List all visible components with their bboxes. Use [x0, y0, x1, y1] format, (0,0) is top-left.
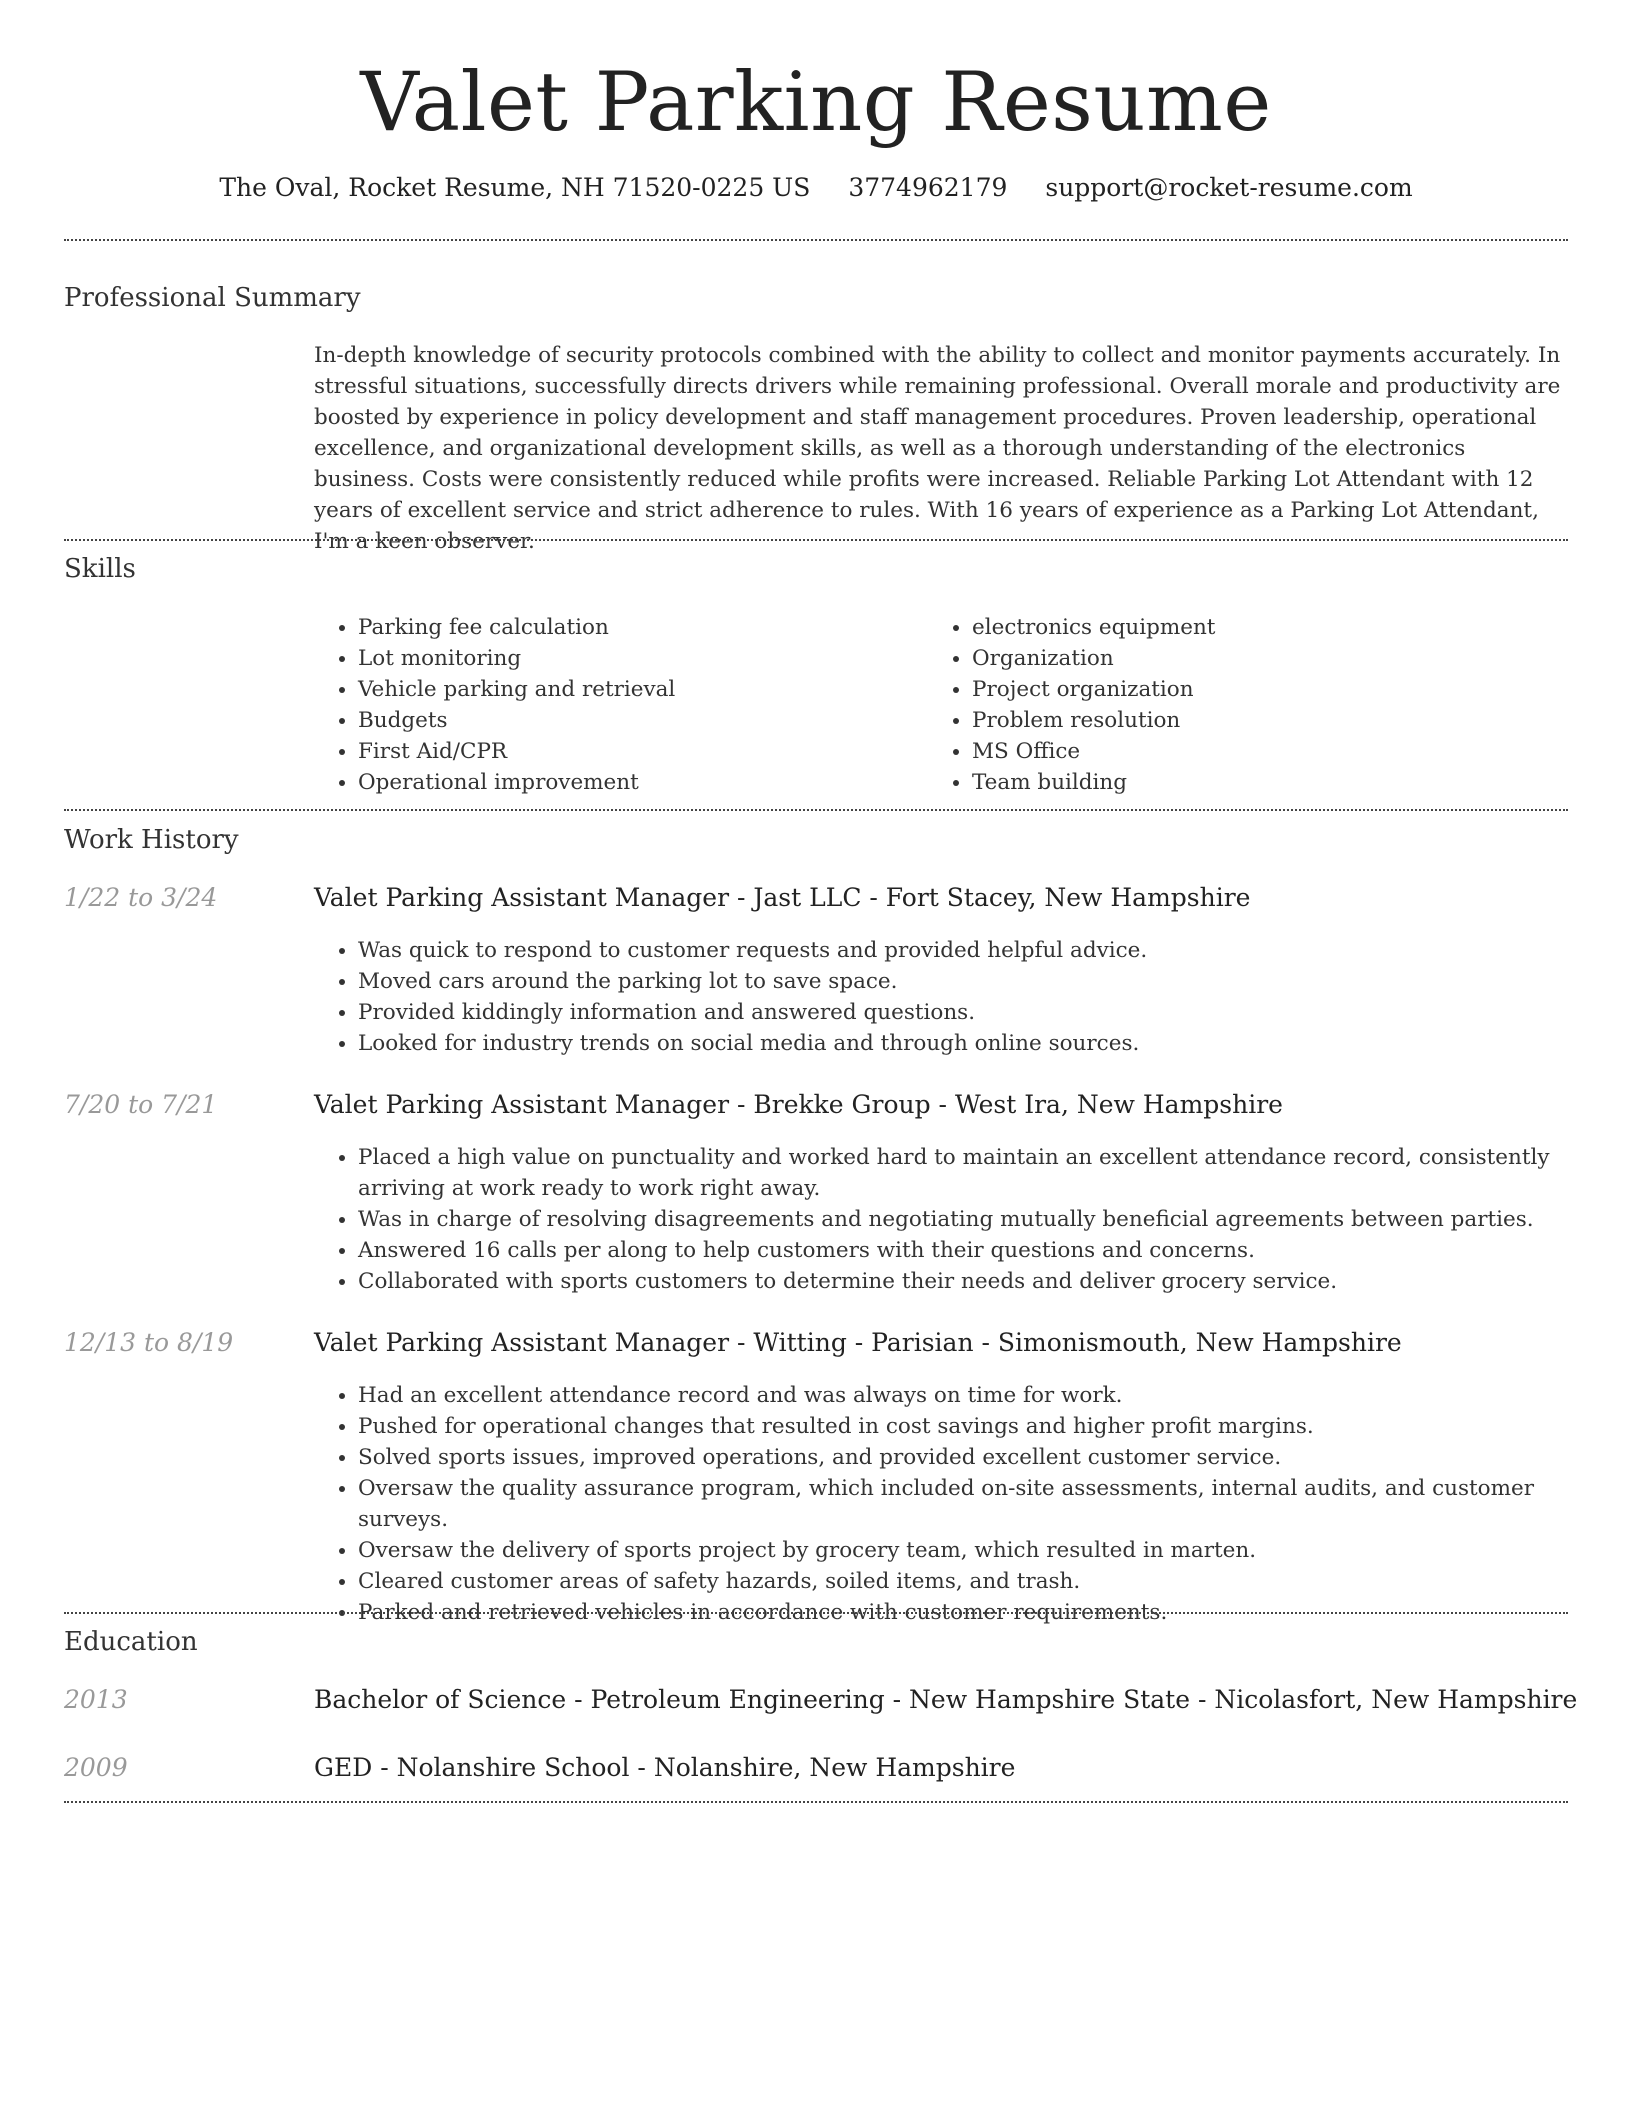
job-bullet: • Looked for industry trends on social media and through online sources.: [358, 1028, 1568, 1059]
job-title: Valet Parking Assistant Manager - Brekke Group - West Ira, New Hampshire: [314, 1090, 1283, 1119]
job-title: Valet Parking Assistant Manager - Witting - Parisian - Simonismouth, New Hampshire: [314, 1328, 1402, 1357]
job-date: 12/13 to 8/19: [64, 1328, 234, 1357]
section-title-education: Education: [64, 1627, 198, 1657]
skill-item: • electronics equipment: [972, 612, 1528, 643]
education-date: 2009: [64, 1753, 128, 1782]
skills-column-left: [314, 612, 914, 798]
education-title: Bachelor of Science - Petroleum Engineering - New Hampshire State - Nicolasfort, New Hampshire: [314, 1685, 1578, 1714]
job-bullet: • Cleared customer areas of safety hazards, soiled items, and trash.: [358, 1566, 1568, 1597]
divider: [64, 809, 1568, 811]
job-bullet: • Provided kiddingly information and answered questions.: [358, 997, 1568, 1028]
job-bullet: • Collaborated with sports customers to determine their needs and deliver grocery service.: [358, 1266, 1568, 1297]
skill-item: • Project organization: [972, 674, 1528, 705]
job-date: 1/22 to 3/24: [64, 883, 218, 912]
job-bullet: • Placed a high value on punctuality and worked hard to maintain an excellent attendance record, consistently arriving at work ready to work right away.: [358, 1142, 1568, 1204]
skill-item: • Lot monitoring: [358, 643, 914, 674]
skill-item: • Team building: [972, 767, 1528, 798]
job-bullet: • Parked and retrieved vehicles in accordance with customer requirements.: [358, 1597, 1568, 1628]
job-bullet: • Oversaw the quality assurance program, which included on-site assessments, internal audits, and customer surveys.: [358, 1473, 1568, 1535]
skill-item: • Vehicle parking and retrieval: [358, 674, 914, 705]
job-bullet: • Answered 16 calls per along to help customers with their questions and concerns.: [358, 1235, 1568, 1266]
job-bullet: • Moved cars around the parking lot to save space.: [358, 966, 1568, 997]
skill-item: • First Aid/CPR: [358, 736, 914, 767]
job-bullet: • Pushed for operational changes that resulted in cost savings and higher profit margins.: [358, 1411, 1568, 1442]
section-title-summary: Professional Summary: [64, 283, 361, 313]
skill-item: • Organization: [972, 643, 1528, 674]
contact-phone: 3774962179: [848, 173, 1008, 202]
job-duties: [314, 1380, 1568, 1628]
contact-address: The Oval, Rocket Resume, NH 71520-0225 US: [219, 173, 811, 202]
job-bullet: • Oversaw the delivery of sports project by grocery team, which resulted in marten.: [358, 1535, 1568, 1566]
section-title-work: Work History: [64, 825, 239, 855]
education-date: 2013: [64, 1685, 128, 1714]
education-title: GED - Nolanshire School - Nolanshire, New Hampshire: [314, 1753, 1016, 1782]
skill-item: • Operational improvement: [358, 767, 914, 798]
job-duties: [314, 1142, 1568, 1297]
summary-text: In-depth knowledge of security protocols combined with the ability to collect and monitor payments accurately. In stressful situations, successfully directs drivers while remaining professional. Overall morale and productivity are boosted by experience in policy development and staff management procedures. Proven leadership, operational excellence, and organizational development skills, as well as a thorough understanding of the electronics business. Costs were consistently reduced while profits were increased. Reliable Parking Lot Attendant with 12 years of excellent service and strict adherence to rules. With 16 years of experience as a Parking Lot Attendant, I'm a keen observer.: [314, 343, 1561, 554]
divider: [64, 539, 1568, 541]
job-title: Valet Parking Assistant Manager - Jast LLC - Fort Stacey, New Hampshire: [314, 883, 1251, 912]
skill-item: • MS Office: [972, 736, 1528, 767]
skill-item: • Parking fee calculation: [358, 612, 914, 643]
divider: [64, 239, 1568, 241]
job-duties: [314, 935, 1568, 1059]
job-date: 7/20 to 7/21: [64, 1090, 218, 1119]
resume-title: Valet Parking Resume: [360, 56, 1272, 150]
contact-email: support@rocket-resume.com: [1045, 173, 1413, 202]
job-bullet: • Had an excellent attendance record and was always on time for work.: [358, 1380, 1568, 1411]
divider: [64, 1801, 1568, 1803]
job-bullet: • Solved sports issues, improved operations, and provided excellent customer service.: [358, 1442, 1568, 1473]
job-bullet: • Was in charge of resolving disagreements and negotiating mutually beneficial agreements between parties.: [358, 1204, 1568, 1235]
job-bullet: • Was quick to respond to customer requests and provided helpful advice.: [358, 935, 1568, 966]
skill-item: • Problem resolution: [972, 705, 1528, 736]
skills-column-right: [928, 612, 1528, 798]
skill-item: • Budgets: [358, 705, 914, 736]
divider: [64, 1612, 1568, 1614]
contact-line: [0, 169, 1632, 207]
section-title-skills: Skills: [64, 554, 136, 584]
